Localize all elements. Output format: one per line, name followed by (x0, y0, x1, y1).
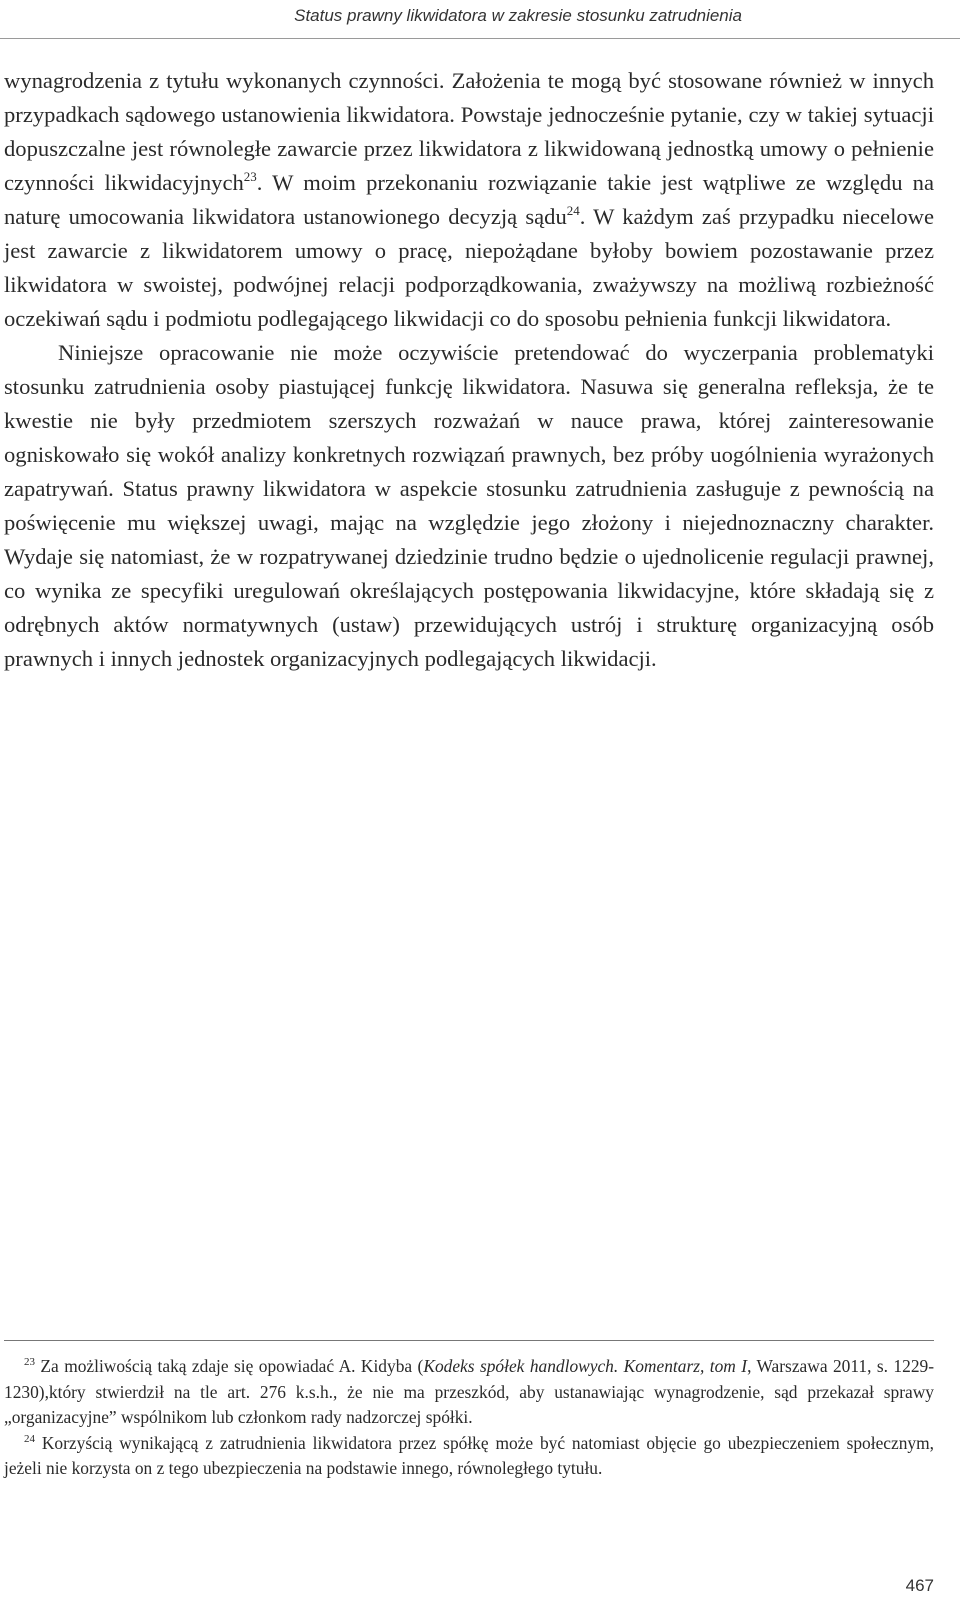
footnote-separator (4, 1340, 934, 1341)
running-header (0, 0, 960, 40)
footnote-23-text-a: Za możliwością taką zdaje się opowiadać A. Kidyba ( (35, 1356, 424, 1376)
footnote-23-citation-title: Kodeks spółek handlowych. Komentarz, tom I (423, 1356, 748, 1376)
footnote-ref-23[interactable]: 23 (243, 169, 257, 184)
page-number: 467 (905, 1576, 934, 1595)
footnote-23-text-b: , Warszawa 2011, s. 1229-1230),który stwierdził na tle art. 276 k.s.h., że nie ma przeszkód, aby ustanawiając wynagrodzenie, sąd przekazał sprawy „organizacyjne” wspólnikom lub członkom rady nadzorczej spółki. (4, 1356, 934, 1427)
header-rule (0, 38, 960, 39)
footnote-ref-24[interactable]: 24 (566, 203, 580, 218)
footnote-23 (4, 1354, 934, 1431)
paragraph-2: Niniejsze opracowanie nie może oczywiście pretendować do wyczerpania problematyki stosunku zatrudnienia osoby piastującej funkcję likwidatora. Nasuwa się generalna refleksja, że te kwestie nie były przedmiotem szerszych rozważań w nauce prawa, której zainteresowanie ogniskowało się wokół analizy konkretnych rozwiązań prawnych, bez próby uogólnienia wyrażonych zapatrywań. Status prawny likwidatora w aspekcie stosunku zatrudnienia zasługuje z pewnością na poświęcenie mu większej uwagi, mając na względzie jego złożony i niejednoznaczny charakter. Wydaje się natomiast, że w rozpatrywanej dziedzinie trudno będzie o ujednolicenie regulacji prawnej, co wynika ze specyfiki uregulowań określających postępowania likwidacyjne, które składają się z odrębnych aktów normatywnych (ustaw) przewidujących ustrój i strukturę organizacyjną osób prawnych i innych jednostek organizacyjnych podlegających likwidacji. (4, 340, 934, 671)
paragraph-1-part-c: . W każdym zaś przypadku niecelowe jest zawarcie z likwidatorem umowy o pracę, niepożądane byłoby bowiem pozostawanie przez likwidatora w swoistej, podwójnej relacji podporządkowania, zważywszy na możliwą rozbieżność oczekiwań sądu i podmiotu podlegającego likwidacji co do sposobu pełnienia funkcji likwidatora. (4, 204, 934, 331)
footnote-number-24: 24 (24, 1432, 35, 1445)
footnote-number-23: 23 (24, 1356, 35, 1368)
paragraph-1-part-a: wynagrodzenia z tytułu wykonanych czynności. Założenia te mogą być stosowane również w innych przypadkach sądowego ustanowienia likwidatora. Powstaje jednocześnie pytanie, czy w takiej sytuacji dopuszczalne jest równoległe zawarcie przez likwidatora z likwidowaną jednostką umowy o pełnienie czynności likwidacyjnych (4, 68, 934, 195)
footnotes (4, 1354, 934, 1482)
footnote-24-text: Korzyścią wynikającą z zatrudnienia likwidatora przez spółkę może być natomiast objęcie go ubezpieczeniem społecznym, jeżeli nie korzysta on z tego ubezpieczenia na podstawie innego, równoległego tytułu. (4, 1432, 934, 1478)
paragraph-1 (4, 64, 934, 336)
running-title: Status prawny likwidatora w zakresie stosunku zatrudnienia (294, 6, 742, 25)
footnote-24 (4, 1431, 934, 1482)
paragraph-1-part-b: . W moim przekonaniu rozwiązanie takie jest wątpliwe ze względu na naturę umocowania likwidatora ustanowionego decyzją sądu (4, 170, 934, 229)
main-text (4, 64, 934, 676)
